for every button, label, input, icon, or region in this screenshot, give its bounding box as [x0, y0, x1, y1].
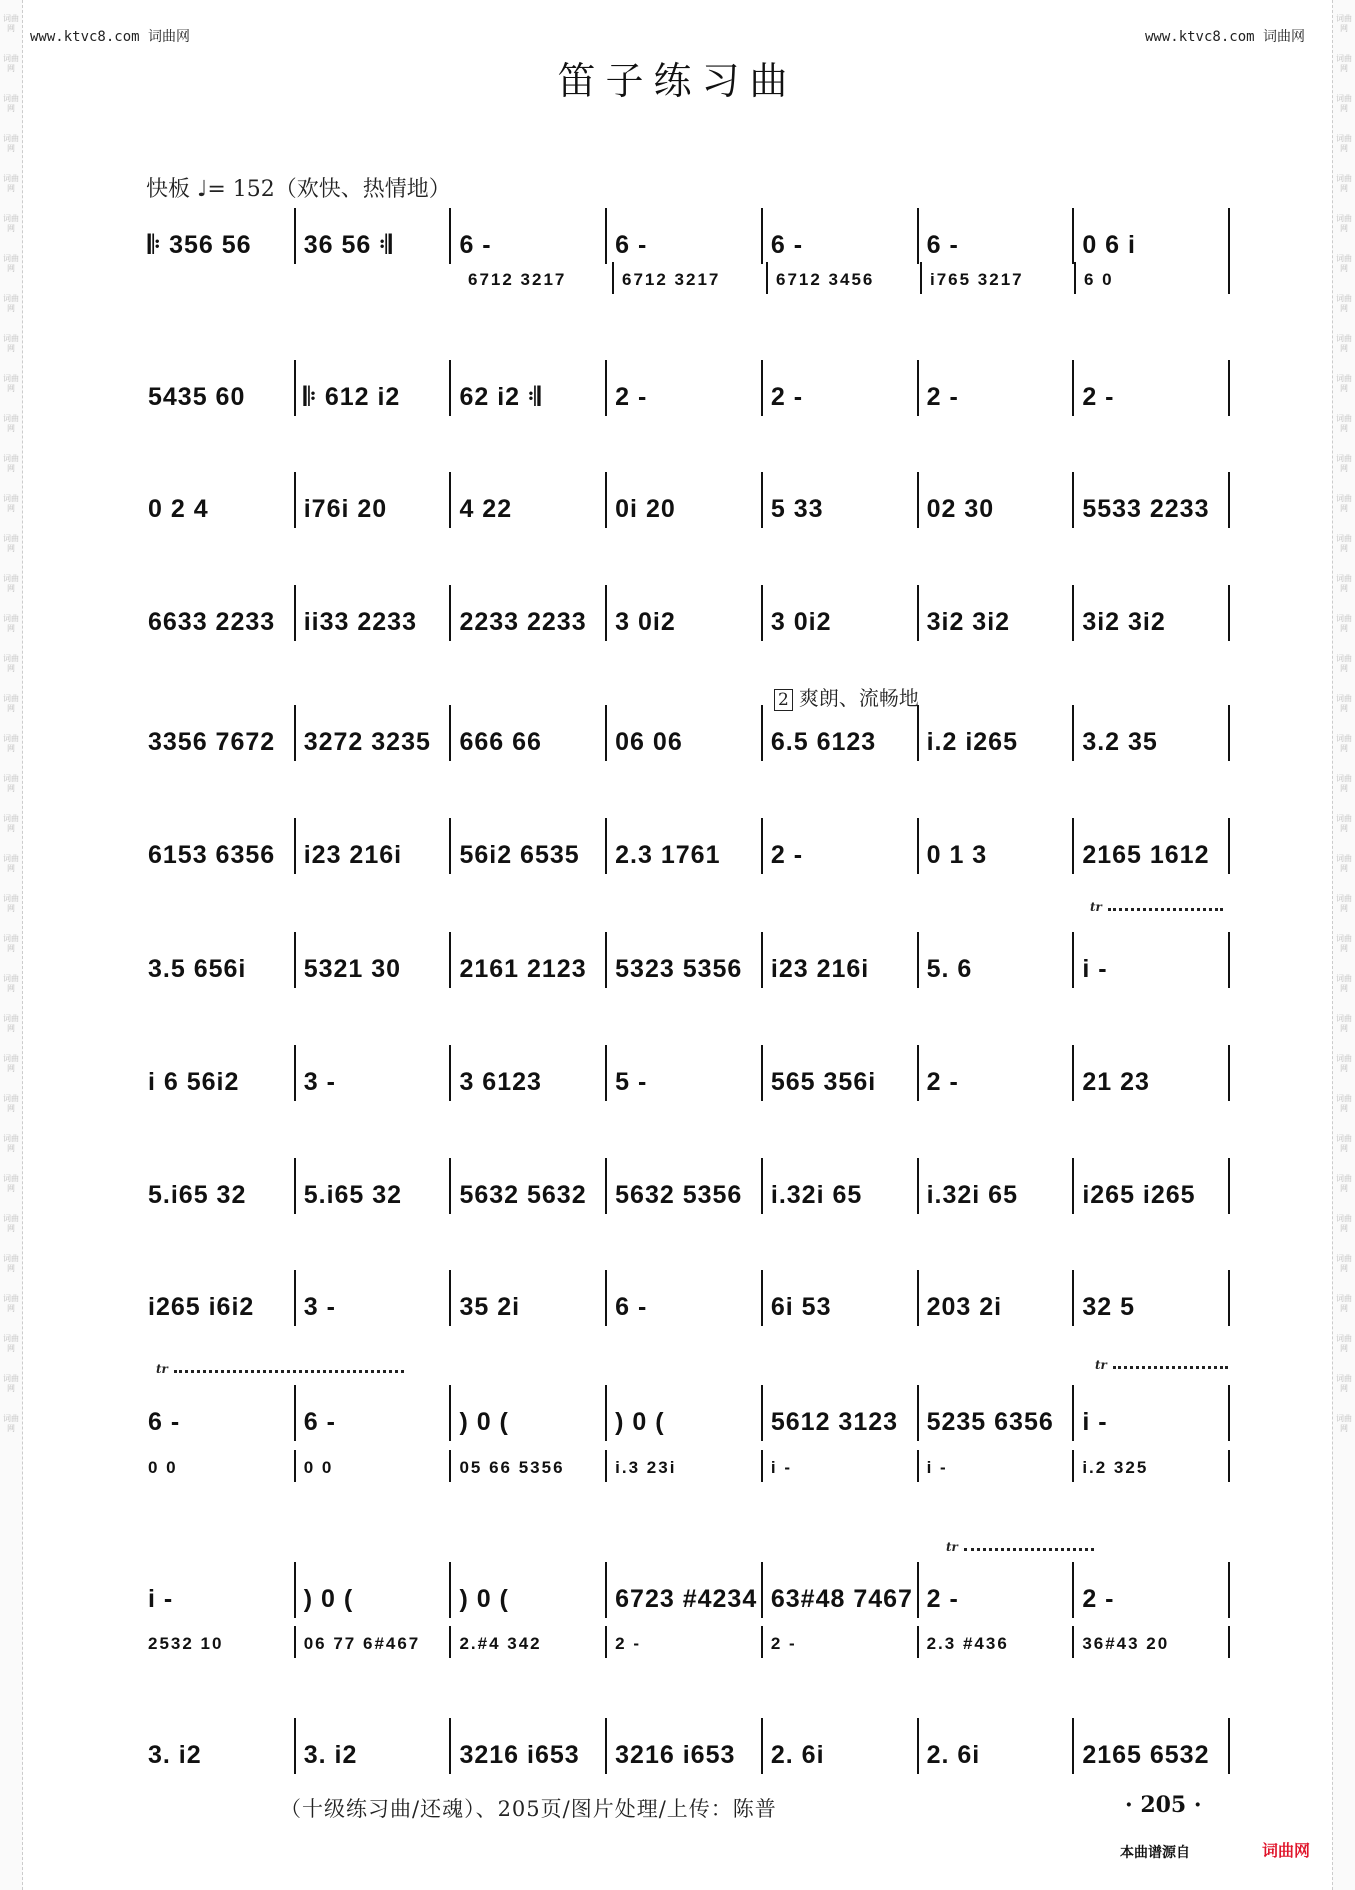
side-watermark: 词曲网	[1336, 574, 1352, 593]
measure: i 6 56i2	[148, 1068, 240, 1096]
trill-mark: tr	[156, 1362, 168, 1376]
side-watermark: 词曲网	[3, 1214, 19, 1233]
trill-line	[1113, 1366, 1228, 1369]
side-watermark: 词曲网	[3, 934, 19, 953]
side-watermark: 词曲网	[3, 1054, 19, 1073]
side-watermark: 词曲网	[3, 534, 19, 553]
score-line	[140, 1158, 1230, 1214]
side-watermark: 词曲网	[1336, 294, 1352, 313]
side-watermark: 词曲网	[1336, 1414, 1352, 1433]
measure: 0 0	[294, 1450, 450, 1482]
side-watermark: 词曲网	[1336, 1014, 1352, 1033]
measure: 5323 5356	[605, 932, 761, 988]
measure: 2 -	[605, 360, 761, 416]
score-line	[140, 585, 1230, 641]
measure: 35 2i	[449, 1270, 605, 1326]
measure: i.32i 65	[917, 1158, 1073, 1214]
side-watermark: 词曲网	[3, 1374, 19, 1393]
side-watermark: 词曲网	[1336, 334, 1352, 353]
measure: i.32i 65	[761, 1158, 917, 1214]
side-watermark: 词曲网	[3, 694, 19, 713]
measure: 6153 6356	[148, 841, 276, 869]
section-expression: 爽朗、流畅地	[798, 686, 919, 710]
side-watermark: 词曲网	[3, 734, 19, 753]
measure: i765 3217	[920, 262, 1074, 294]
measure: 0 0	[148, 1458, 178, 1477]
side-watermark: 词曲网	[3, 134, 19, 153]
side-watermark: 词曲网	[3, 1174, 19, 1193]
measure: ) 0 (	[294, 1562, 450, 1618]
measure: 2165 6532	[1072, 1718, 1230, 1774]
measure: 5533 2233	[1072, 472, 1230, 528]
measure: 02 30	[917, 472, 1073, 528]
measure: i -	[917, 1450, 1073, 1482]
side-watermark: 词曲网	[1336, 174, 1352, 193]
measure: 5.i65 32	[294, 1158, 450, 1214]
source-note: 本曲谱源自	[1120, 1845, 1190, 1861]
measure: 6i 53	[761, 1270, 917, 1326]
measure: 203 2i	[917, 1270, 1073, 1326]
measure: 3 -	[294, 1045, 450, 1101]
score-line	[140, 208, 1230, 264]
side-watermark: 词曲网	[3, 1014, 19, 1033]
measure: 63#48 7467	[761, 1562, 917, 1618]
measure: 0i 20	[605, 472, 761, 528]
measure: i -	[148, 1585, 174, 1613]
measure: 3i2 3i2	[917, 585, 1073, 641]
measure: 2.3 1761	[605, 818, 761, 874]
side-watermark: 词曲网	[3, 1294, 19, 1313]
measure: 2. 6i	[917, 1718, 1073, 1774]
measure: 6712 3217	[612, 262, 766, 294]
side-watermark: 词曲网	[1336, 694, 1352, 713]
side-watermark: 词曲网	[3, 214, 19, 233]
side-watermark: 词曲网	[3, 1094, 19, 1113]
measure: 6712 3456	[766, 262, 920, 294]
measure: 32 5	[1072, 1270, 1230, 1326]
side-watermark: 词曲网	[3, 414, 19, 433]
measure: 62 i2 𝄇	[449, 360, 605, 416]
measure: 6633 2233	[148, 608, 276, 636]
measure: 5321 30	[294, 932, 450, 988]
measure: 2 -	[605, 1626, 761, 1658]
measure: 6 -	[605, 208, 761, 264]
tempo-marking: 快板 ♩= 152（欢快、热情地）	[146, 177, 451, 202]
side-watermark: 词曲网	[1336, 1254, 1352, 1273]
side-watermark: 词曲网	[3, 1134, 19, 1153]
measure: 3i2 3i2	[1072, 585, 1230, 641]
accompaniment-line	[460, 262, 1230, 294]
measure: 2. 6i	[761, 1718, 917, 1774]
measure: 2 -	[761, 1626, 917, 1658]
score-line	[140, 1718, 1230, 1774]
trill-mark: tr	[1095, 1358, 1107, 1372]
side-watermark: 词曲网	[1336, 1054, 1352, 1073]
measure: 6 -	[917, 208, 1073, 264]
side-watermark: 词曲网	[1336, 1094, 1352, 1113]
measure: 2 -	[1072, 1562, 1230, 1618]
measure: 3.2 35	[1072, 705, 1230, 761]
side-watermark: 词曲网	[3, 974, 19, 993]
side-watermark: 词曲网	[3, 294, 19, 313]
side-watermark: 词曲网	[1336, 814, 1352, 833]
side-watermark: 词曲网	[1336, 934, 1352, 953]
measure: 2 -	[761, 360, 917, 416]
side-watermark: 词曲网	[3, 94, 19, 113]
measure: 6 0	[1074, 262, 1230, 294]
score-line	[140, 472, 1230, 528]
measure: 2.3 #436	[917, 1626, 1073, 1658]
side-watermark: 词曲网	[3, 774, 19, 793]
side-watermark: 词曲网	[1336, 734, 1352, 753]
source-footer: （十级练习曲/还魂）、205页/图片处理/上传：陈普	[280, 1797, 777, 1821]
site-logo[interactable]: 词曲网	[1262, 1841, 1311, 1860]
measure: ) 0 (	[605, 1385, 761, 1441]
side-watermark: 词曲网	[3, 1254, 19, 1273]
side-watermark: 词曲网	[1336, 1294, 1352, 1313]
score-line	[140, 1385, 1230, 1441]
measure: 3. i2	[294, 1718, 450, 1774]
measure: i -	[1072, 1385, 1230, 1441]
measure: 3356 7672	[148, 728, 276, 756]
measure: ) 0 (	[449, 1562, 605, 1618]
score-line	[140, 360, 1230, 416]
side-watermark: 词曲网	[1336, 1374, 1352, 1393]
measure: 5435 60	[148, 383, 246, 411]
side-watermark: 词曲网	[3, 494, 19, 513]
side-watermark: 词曲网	[1336, 454, 1352, 473]
side-watermark: 词曲网	[3, 174, 19, 193]
measure: 3. i2	[148, 1741, 202, 1769]
measure: 06 77 6#467	[294, 1626, 450, 1658]
score-line	[140, 1562, 1230, 1618]
side-watermark: 词曲网	[1336, 1214, 1352, 1233]
side-watermark: 词曲网	[1336, 534, 1352, 553]
measure: 𝄆 612 i2	[294, 360, 450, 416]
score-line	[140, 705, 1230, 761]
measure: 0 6 i	[1072, 208, 1230, 264]
measure: 56i2 6535	[449, 818, 605, 874]
side-watermark: 词曲网	[1336, 614, 1352, 633]
site-watermark-right: www.ktvc8.com 词曲网	[1144, 29, 1305, 45]
measure: 21 23	[1072, 1045, 1230, 1101]
side-watermark: 词曲网	[3, 854, 19, 873]
side-watermark: 词曲网	[1336, 94, 1352, 113]
trill-line	[1108, 908, 1223, 911]
measure: 5612 3123	[761, 1385, 917, 1441]
measure: 3.5 656i	[148, 955, 247, 983]
measure: i -	[1072, 932, 1230, 988]
measure: 𝄆 356 56	[148, 231, 252, 259]
trill-mark: tr	[946, 1540, 958, 1554]
side-watermark: 词曲网	[1336, 774, 1352, 793]
measure: 666 66	[449, 705, 605, 761]
measure: 6 -	[148, 1408, 181, 1436]
measure: 3 0i2	[761, 585, 917, 641]
measure: 5632 5356	[605, 1158, 761, 1214]
measure: i -	[761, 1450, 917, 1482]
measure: 0 1 3	[917, 818, 1073, 874]
measure: i.2 325	[1072, 1450, 1230, 1482]
measure: 5235 6356	[917, 1385, 1073, 1441]
side-watermark: 词曲网	[1336, 134, 1352, 153]
measure: i23 216i	[761, 932, 917, 988]
side-watermark: 词曲网	[3, 254, 19, 273]
side-watermark: 词曲网	[3, 1414, 19, 1433]
side-watermark: 词曲网	[1336, 654, 1352, 673]
side-watermark: 词曲网	[1336, 214, 1352, 233]
side-watermark: 词曲网	[1336, 494, 1352, 513]
measure: 2233 2233	[449, 585, 605, 641]
page-number: · 205 ·	[1125, 1792, 1202, 1818]
measure: 36#43 20	[1072, 1626, 1230, 1658]
measure: i23 216i	[294, 818, 450, 874]
measure: 3216 i653	[605, 1718, 761, 1774]
trill-mark: tr	[1090, 900, 1102, 914]
measure: i76i 20	[294, 472, 450, 528]
measure: 5 33	[761, 472, 917, 528]
accompaniment-line	[140, 1450, 1230, 1482]
measure: 2 -	[1072, 360, 1230, 416]
side-watermark: 词曲网	[1336, 254, 1352, 273]
side-watermark: 词曲网	[1336, 414, 1352, 433]
measure: 6 -	[294, 1385, 450, 1441]
side-watermark: 词曲网	[3, 454, 19, 473]
side-watermark: 词曲网	[1336, 374, 1352, 393]
side-watermark: 词曲网	[3, 374, 19, 393]
side-watermark: 词曲网	[3, 654, 19, 673]
side-watermark: 词曲网	[3, 54, 19, 73]
side-watermark: 词曲网	[3, 1334, 19, 1353]
site-watermark-left: www.ktvc8.com 词曲网	[30, 29, 191, 45]
page-title: 笛子练习曲	[557, 59, 798, 103]
side-watermark: 词曲网	[3, 574, 19, 593]
measure: 6 -	[605, 1270, 761, 1326]
measure: 2532 10	[148, 1634, 224, 1653]
side-watermark: 词曲网	[3, 14, 19, 33]
measure: 6 -	[449, 208, 605, 264]
measure: ) 0 (	[449, 1385, 605, 1441]
side-watermark: 词曲网	[1336, 854, 1352, 873]
trill-line	[964, 1548, 1094, 1551]
measure: 2 -	[917, 1562, 1073, 1618]
measure: 6.5 6123	[761, 705, 917, 761]
score-line	[140, 1045, 1230, 1101]
side-watermark: 词曲网	[3, 334, 19, 353]
measure: 3 6123	[449, 1045, 605, 1101]
side-watermark: 词曲网	[3, 894, 19, 913]
measure: i.2 i265	[917, 705, 1073, 761]
measure: 2161 2123	[449, 932, 605, 988]
trill-line	[174, 1370, 404, 1373]
measure: 2 -	[761, 818, 917, 874]
measure: ii33 2233	[294, 585, 450, 641]
measure: 05 66 5356	[449, 1450, 605, 1482]
measure: 2 -	[917, 360, 1073, 416]
measure: i265 i265	[1072, 1158, 1230, 1214]
measure: 5.i65 32	[148, 1181, 247, 1209]
side-watermark: 词曲网	[3, 614, 19, 633]
measure: 3216 i653	[449, 1718, 605, 1774]
side-watermark: 词曲网	[1336, 1334, 1352, 1353]
measure: i.3 23i	[605, 1450, 761, 1482]
measure: 3 -	[294, 1270, 450, 1326]
measure: 565 356i	[761, 1045, 917, 1101]
score-line	[140, 932, 1230, 988]
side-watermark: 词曲网	[1336, 1134, 1352, 1153]
measure: 4 22	[449, 472, 605, 528]
measure: 2 -	[917, 1045, 1073, 1101]
score-line	[140, 1270, 1230, 1326]
measure: 06 06	[605, 705, 761, 761]
section-number: 2	[774, 689, 793, 711]
measure: 2165 1612	[1072, 818, 1230, 874]
measure: 5 -	[605, 1045, 761, 1101]
right-margin-strip	[1332, 0, 1355, 1890]
side-watermark: 词曲网	[1336, 14, 1352, 33]
score-line	[140, 818, 1230, 874]
side-watermark: 词曲网	[1336, 54, 1352, 73]
side-watermark: 词曲网	[3, 814, 19, 833]
measure: 36 56 𝄇	[294, 208, 450, 264]
accompaniment-line	[140, 1626, 1230, 1658]
measure: i265 i6i2	[148, 1293, 255, 1321]
measure: 3272 3235	[294, 705, 450, 761]
measure: 5632 5632	[449, 1158, 605, 1214]
side-watermark: 词曲网	[1336, 974, 1352, 993]
measure: 6723 #4234	[605, 1562, 761, 1618]
side-watermark: 词曲网	[1336, 1174, 1352, 1193]
measure: 3 0i2	[605, 585, 761, 641]
measure: 6712 3217	[468, 270, 567, 289]
measure: 6 -	[761, 208, 917, 264]
left-margin-strip	[0, 0, 23, 1890]
measure: 5. 6	[917, 932, 1073, 988]
measure: 2.#4 342	[449, 1626, 605, 1658]
measure: 0 2 4	[148, 495, 209, 523]
side-watermark: 词曲网	[1336, 894, 1352, 913]
